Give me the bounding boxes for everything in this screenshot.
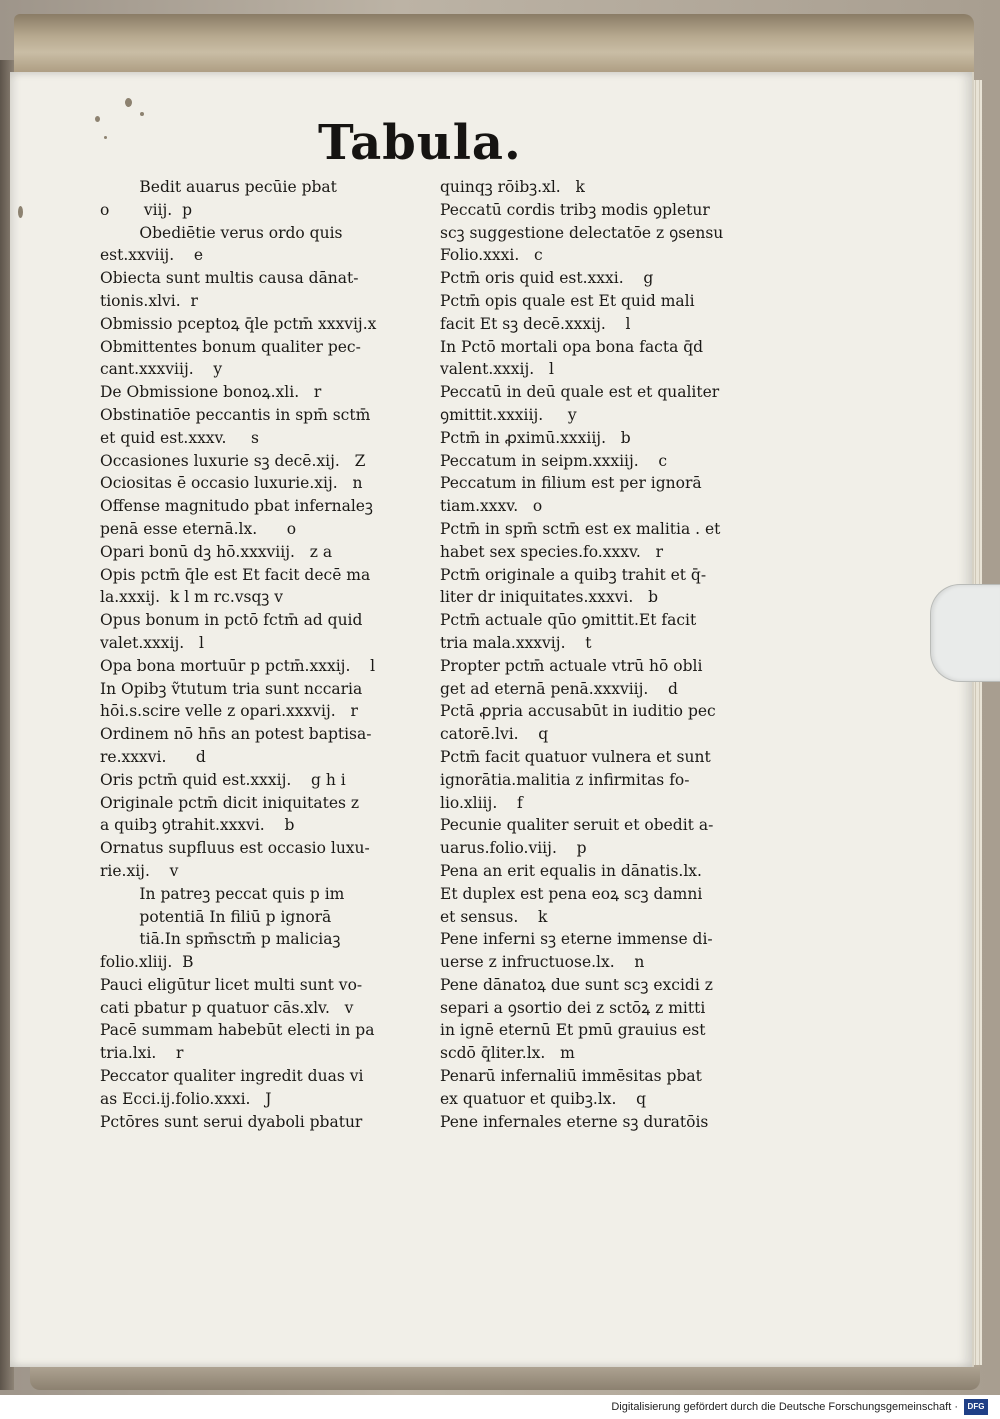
index-entry-line: scdō q̄liter.lx. m [440,1044,575,1063]
index-entry-line: facit Et sꝫ decē.xxxij. l [440,314,631,333]
index-entry-line: valent.xxxij. l [440,360,554,379]
index-entry-line: Ociositas ē occasio luxurie.xij. n [100,474,363,493]
index-entry-line: tria.lxi. r [100,1044,184,1063]
index-entry-line: uarus.folio.viij. p [440,839,587,858]
index-entry-line: Propter pctm̄ actuale vtrū hō obli [440,656,703,675]
index-entry-line: as Ecci.ij.folio.xxxi. J [100,1089,272,1108]
index-entry-line: De Obmissione bonoꝝ.xli. r [100,383,322,402]
index-entry-line: Pctm̄ oris quid est.xxxi. g [440,269,654,288]
index-entry-line: Folio.xxxi. c [440,246,543,265]
index-entry-line: tionis.xlvi. r [100,291,198,310]
index-entry-line: re.xxxvi. d [100,747,206,766]
index-entry-line: ex quatuor et quibꝫ.lx. q [440,1089,647,1108]
book-top-edge [14,14,974,78]
index-entry-line: la.xxxij. k l m rc.vsqꝫ v [100,588,283,607]
index-entry-line: ignorātia.malitia z infirmitas fo- [440,770,690,789]
index-entry-line: Ornatus supfluus est occasio luxu- [100,839,370,858]
index-entry-line: Pctm̄ facit quatuor vulnera et sunt [440,747,711,766]
index-entry-line: Opari bonū dꝫ hō.xxxviij. z a [100,542,333,561]
index-column-right [440,176,770,1133]
index-entry-line: et quid est.xxxv. s [100,428,259,447]
index-entry-line: Pene infernales eterne sꝫ duratōis [440,1112,709,1131]
index-entry-line: Pctm̄ in spm̄ sctm̄ est ex malitia . et [440,519,721,538]
index-entry-line: Obstinatiōe peccantis in spm̄ sctm̄ [100,405,371,424]
ink-stain [18,206,23,218]
index-entry-line: in ignē eternū Et pmū grauius est [440,1021,706,1040]
index-entry-line: Offense magnitudo pbat infernaleꝫ [100,497,373,516]
index-entry-line: Pctm̄ actuale qūo ꝯmittit.Et facit [440,611,697,630]
dfg-logo: DFG [964,1399,988,1415]
index-entry-line: Pctm̄ in ꝓximū.xxxiij. b [440,428,631,447]
index-entry-line: rie.xij. v [100,861,179,880]
index-entry-line: catorē.lvi. q [440,725,549,744]
index-entry-line: cant.xxxviij. y [100,360,223,379]
index-entry-line: Obediētie verus ordo quis [100,223,343,242]
index-entry-line: In patreꝫ peccat quis p im [100,884,345,903]
index-entry-line: Opis pctm̄ q̄le est Et facit decē ma [100,565,371,584]
index-entry-line: liter dr iniquitates.xxxvi. b [440,588,658,607]
index-entry-line: Penarū infernaliū immēsitas pbat [440,1067,702,1086]
index-entry-line: Opa bona mortuūr p pctm̄.xxxij. l [100,656,376,675]
index-entry-line: Pctā ꝓpria accusabūt in iuditio pec [440,702,716,721]
index-entry-line: Pauci eligūtur licet multi sunt vo- [100,975,363,994]
ink-stain [140,112,144,116]
index-entry-line: Pctm̄ originale a quibꝫ trahit et q̄- [440,565,707,584]
index-entry-line: scꝫ suggestione delectatōe z ꝯsensu [440,223,724,242]
index-column-left [100,176,440,1133]
index-entry-line: Pena an erit equalis in dānatis.lx. [440,861,702,880]
index-entry-line: uerse z infructuose.lx. n [440,953,645,972]
index-entry-line: Peccatū cordis tribꝫ modis ꝯpletur [440,200,710,219]
index-entry-line: Pene inferni sꝫ eterne immense di- [440,930,713,949]
index-entry-line: Pctōres sunt serui dyaboli pbatur [100,1112,363,1131]
index-entry-line: habet sex species.fo.xxxv. r [440,542,663,561]
index-entry-line: cati pbatur p quatuor cās.xlv. v [100,998,354,1017]
index-entry-line: Peccator qualiter ingredit duas vi [100,1067,364,1086]
index-entry-line: Oris pctm̄ quid est.xxxij. g h i [100,770,346,789]
index-entry-line: ꝯmittit.xxxiij. y [440,405,577,424]
bookmark-tab [930,584,1000,682]
index-entry-line: tiā.In spm̄sctm̄ p maliciaꝫ [100,930,341,949]
index-entry-line: Peccatum in seipm.xxxiij. c [440,451,668,470]
index-entry-line: Peccatum in filium est per ignorā [440,474,702,493]
index-entry-line: lio.xliij. f [440,793,523,812]
index-entry-line: Pacē summam habebūt electi in pa [100,1021,375,1040]
index-entry-line: tiam.xxxv. o [440,497,543,516]
index-entry-line: Originale pctm̄ dicit iniquitates z [100,793,360,812]
index-entry-line: folio.xliij. B [100,953,194,972]
index-entry-line: valet.xxxij. l [100,633,204,652]
page-title: Tabula. [318,115,522,171]
index-entry-line: Obmittentes bonum qualiter pec- [100,337,361,356]
index-entry-line: Pctm̄ opis quale est Et quid mali [440,291,695,310]
index-entry-line: get ad eternā penā.xxxviij. d [440,679,678,698]
index-entry-line: Ordinem nō hn̄s an potest baptisa- [100,725,372,744]
index-entry-line: In Opibꝫ ṽtutum tria sunt nccaria [100,679,363,698]
ink-stain [95,116,100,122]
index-entry-line: Obiecta sunt multis causa dānat- [100,269,359,288]
index-entry-line: Peccatū in deū quale est et qualiter [440,383,720,402]
index-entry-line: Et duplex est pena eoꝝ scꝫ damni [440,884,703,903]
index-entry-line: tria mala.xxxvij. t [440,633,592,652]
index-entry-line: Obmissio pceptoꝝ q̄le pctm̄ xxxvij.x [100,314,377,333]
index-entry-line: separi a ꝯsortio dei z sctōꝝ z mitti [440,998,706,1017]
index-entry-line: hōi.s.scire velle z opari.xxxvij. r [100,702,358,721]
index-entry-line: et sensus. k [440,907,548,926]
index-entry-line: penā esse eternā.lx. o [100,519,297,538]
index-entry-line: Occasiones luxurie sꝫ decē.xij. Z [100,451,366,470]
index-entry-line: quinqꝫ rōibꝫ.xl. k [440,178,585,196]
index-entry-line: potentiā In filiū p ignorā [100,907,332,926]
index-entry-line: o viij. p [100,200,193,219]
footer-credit: Digitalisierung gefördert durch die Deutsche Forschungsgemeinschaft · [611,1401,958,1413]
index-entry-line: Opus bonum in pctō fctm̄ ad quid [100,611,363,630]
ink-stain [125,98,132,107]
index-entry-line: est.xxviij. e [100,246,204,265]
index-entry-line: Bedit auarus pecūie pbat [100,178,337,196]
ink-stain [104,136,107,139]
index-entry-line: Pene dānatoꝝ due sunt scꝫ excidi z [440,975,713,994]
index-entry-line: In Pctō mortali opa bona facta q̄d [440,337,704,356]
index-entry-line: Pecunie qualiter seruit et obedit a- [440,816,714,835]
index-entry-line: a quibꝫ ꝯtrahit.xxxvi. b [100,816,295,835]
